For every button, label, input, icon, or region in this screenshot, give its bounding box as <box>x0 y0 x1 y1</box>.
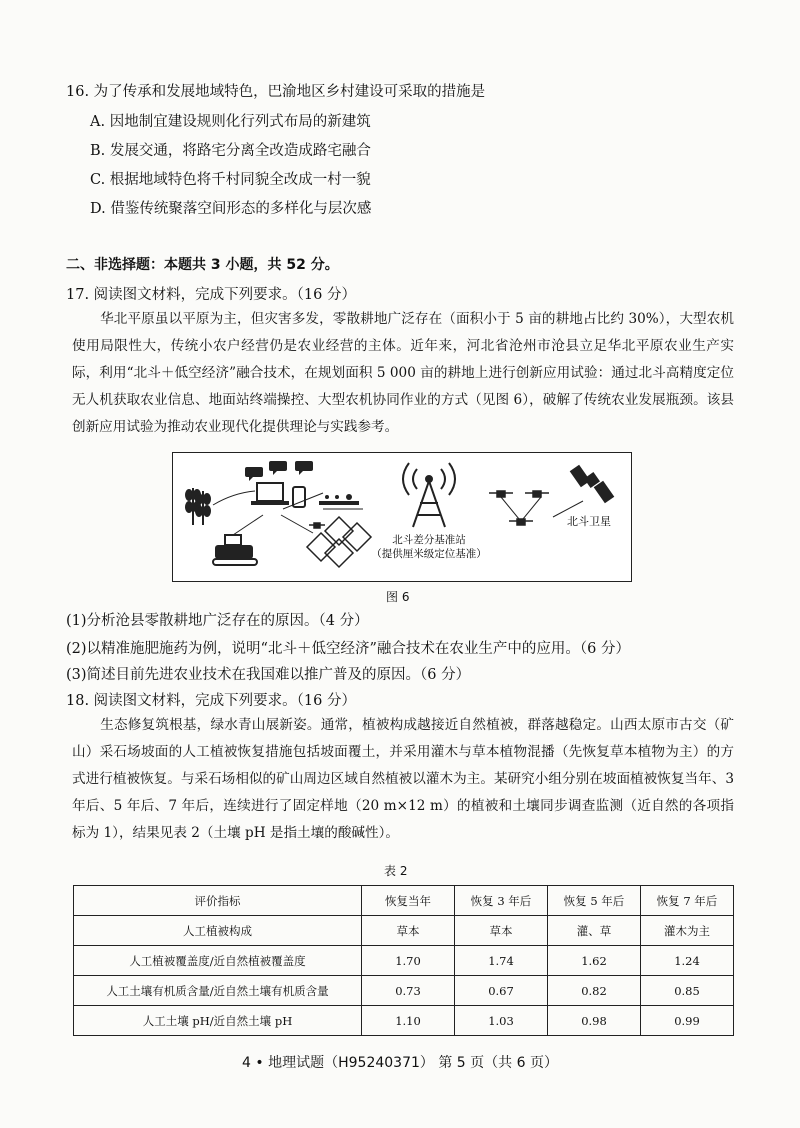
evaluation-table <box>73 885 734 1036</box>
base-station-tower-icon <box>403 463 455 527</box>
section-header: 二、非选择题：本题共 3 小题，共 52 分。 <box>66 257 339 273</box>
table-cell: 0.73 <box>362 976 455 1006</box>
q16-stem: 16. 为了传承和发展地域特色，巴渝地区乡村建设可采取的措施是 <box>66 84 486 100</box>
table-cell: 1.03 <box>455 1006 548 1036</box>
table-cell: 1.62 <box>548 946 641 976</box>
table-cell: 0.85 <box>641 976 734 1006</box>
q16-option-c: C. 根据地域特色将千村同貌全改成一村一貌 <box>90 172 371 188</box>
q18-stem: 18. 阅读图文材料，完成下列要求。（16 分） <box>66 693 356 709</box>
table-cell: 1.70 <box>362 946 455 976</box>
table-cell: 0.99 <box>641 1006 734 1036</box>
table-row <box>74 1006 734 1036</box>
table-header: 恢复 7 年后 <box>641 886 734 916</box>
small-drone-icon <box>309 523 325 528</box>
laptop-icon <box>251 483 289 505</box>
q17-paragraph <box>72 306 734 441</box>
wheat-icon <box>186 488 210 525</box>
table-cell: 0.98 <box>548 1006 641 1036</box>
table-header: 评价指标 <box>74 886 362 916</box>
q17-sub-2: (2)以精准施肥施药为例，说明“北斗＋低空经济”融合技术在农业生产中的应用。（6 分） <box>66 641 630 657</box>
table-header: 恢复 3 年后 <box>455 886 548 916</box>
q16-option-a: A. 因地制宜建设规则化行列式布局的新建筑 <box>90 114 371 130</box>
q17-sub-1: (1)分析沧县零散耕地广泛存在的原因。（4 分） <box>66 613 369 629</box>
farm-machinery-icon <box>319 494 363 509</box>
table-caption: 表 2 <box>384 864 408 878</box>
table-row <box>74 946 734 976</box>
table-cell: 灌、草 <box>548 916 641 946</box>
table-cell: 灌木为主 <box>641 916 734 946</box>
table-cell: 人工土壤有机质含量/近自然土壤有机质含量 <box>74 976 362 1006</box>
table-cell: 草本 <box>362 916 455 946</box>
station-label: 北斗差分基准站 <box>392 534 466 546</box>
table-header-row <box>74 886 734 916</box>
q18-paragraph <box>72 712 734 847</box>
page-footer: 4 • 地理试题（H95240371） 第 5 页（共 6 页） <box>242 1055 558 1071</box>
table-cell: 1.10 <box>362 1006 455 1036</box>
table-cell: 人工土壤 pH/近自然土壤 pH <box>74 1006 362 1036</box>
table-row <box>74 976 734 1006</box>
table-cell: 1.74 <box>455 946 548 976</box>
table-cell: 草本 <box>455 916 548 946</box>
satellite-label: 北斗卫星 <box>567 515 611 528</box>
table-header: 恢复 5 年后 <box>548 886 641 916</box>
q17-paragraph-text: 华北平原虽以平原为主，但灾害多发，零散耕地广泛存在（面积小于 5 亩的耕地占比约 30%），大型农机使用局限性大，传统小农户经营仍是农业经营的主体。近年来，河北省沧州市沧县立足华北平原农业生产实际，利用“北斗＋低空经济”融合技术，在规划面积 5 000 亩的耕地上进行创新应用试验：通过北斗高精度定位无人机获取农业信息、地面站终端操控、大型农机协同作业的方式（见图 6），破解了传统农业发展瓶颈。该县创新应用试验为推动农业现代化提供理论与实践参考。 <box>72 311 734 435</box>
table-cell: 1.24 <box>641 946 734 976</box>
table-cell: 0.67 <box>455 976 548 1006</box>
q17-stem: 17. 阅读图文材料，完成下列要求。（16 分） <box>66 287 356 303</box>
q18-paragraph-text: 生态修复筑根基，绿水青山展新姿。通常，植被构成越接近自然植被，群落越稳定。山西太原市古交（矿山）采石场坡面的人工植被恢复措施包括坡面覆土，并采用灌木与草本植物混播（先恢复草本植物为主）的方式进行植被恢复。与采石场相似的矿山周边区域自然植被以灌木为主。某研究小组分别在坡面植被恢复当年、3 年后、5 年后、7 年后，连续进行了固定样地（20 m×12 m）的植被和土壤同步调查监测（近自然的各项指标为 1），结果见表 2（土壤 pH 是指土壤的酸碱性）。 <box>72 717 734 841</box>
figure-caption: 图 6 <box>386 590 410 604</box>
q16-option-d: D. 借鉴传统聚落空间形态的多样化与层次感 <box>90 201 372 217</box>
tractor-icon <box>213 535 257 565</box>
table-header: 恢复当年 <box>362 886 455 916</box>
q16-option-b: B. 发展交通，将路宅分离全改造成路宅融合 <box>90 143 371 159</box>
table-cell: 人工植被构成 <box>74 916 362 946</box>
satellite-icon <box>553 466 613 517</box>
message-bubble-icon <box>245 461 313 481</box>
table-row <box>74 916 734 946</box>
table-cell: 人工植被覆盖度/近自然植被覆盖度 <box>74 946 362 976</box>
table-cell: 0.82 <box>548 976 641 1006</box>
station-sublabel: （提供厘米级定位基准） <box>371 548 487 560</box>
q17-sub-3: (3)简述目前先进农业技术在我国难以推广普及的原因。（6 分） <box>66 667 471 683</box>
drone-icon <box>489 491 549 525</box>
figure-6 <box>172 452 632 582</box>
